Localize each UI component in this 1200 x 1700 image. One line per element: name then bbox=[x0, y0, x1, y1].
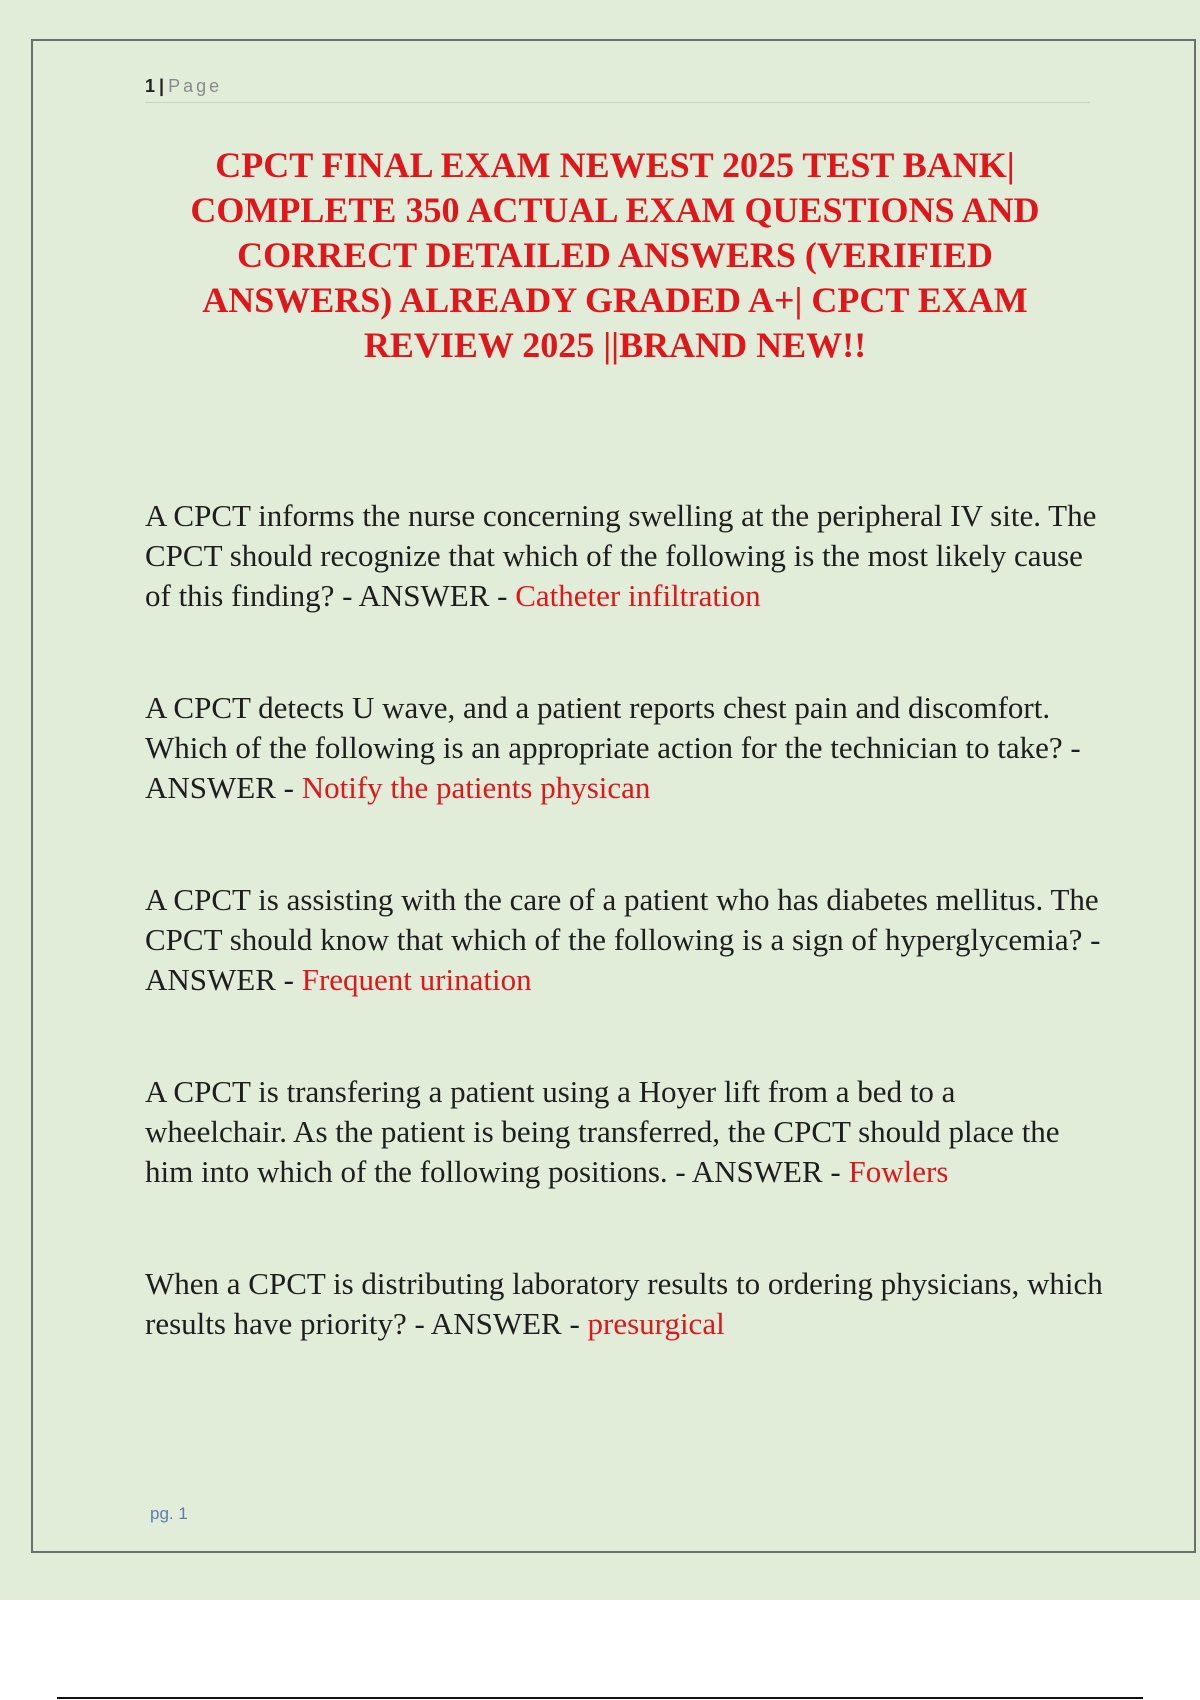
question-item bbox=[145, 1072, 1105, 1192]
answer-text: Fowlers bbox=[848, 1154, 949, 1189]
question-text: A CPCT is assisting with the care of a patient who has diabetes mellitus. The CPCT should know that which of the following is a sign of hyperglycemia? - ANSWER - bbox=[145, 882, 1101, 997]
question-item bbox=[145, 880, 1105, 1000]
answer-text: Catheter infiltration bbox=[515, 578, 761, 613]
answer-text: presurgical bbox=[587, 1306, 725, 1341]
question-item bbox=[145, 688, 1105, 808]
answer-text: Frequent urination bbox=[301, 962, 532, 997]
question-text: A CPCT detects U wave, and a patient reports chest pain and discomfort. Which of the following is an appropriate action for the technician to take? - ANSWER - bbox=[145, 690, 1081, 805]
question-text: When a CPCT is distributing laboratory results to ordering physicians, which results have priority? - ANSWER - bbox=[145, 1266, 1103, 1341]
question-text: A CPCT is transfering a patient using a Hoyer lift from a bed to a wheelchair. As the patient is being transferred, the CPCT should place the him into which of the following positions. - ANSWER - bbox=[145, 1074, 1060, 1189]
page-header bbox=[145, 74, 1090, 103]
page-number: 1 bbox=[145, 76, 156, 96]
header-separator: | bbox=[159, 76, 165, 96]
answer-text: Notify the patients physican bbox=[301, 770, 651, 805]
page-footer: pg. 1 bbox=[150, 1504, 188, 1523]
question-item bbox=[145, 496, 1105, 616]
question-text: A CPCT informs the nurse concerning swelling at the peripheral IV site. The CPCT should recognize that which of the following is the most likely cause of this finding? - ANSWER - bbox=[145, 498, 1097, 613]
page-word: Page bbox=[168, 76, 223, 96]
question-item bbox=[145, 1264, 1105, 1344]
bottom-divider bbox=[57, 1697, 1143, 1699]
document-title: CPCT FINAL EXAM NEWEST 2025 TEST BANK| COMPLETE 350 ACTUAL EXAM QUESTIONS AND CORRECT DETAILED ANSWERS (VERIFIED ANSWERS) ALREADY GRADED A+| CPCT EXAM REVIEW 2025 ||BRAND NEW!! bbox=[190, 145, 1040, 365]
